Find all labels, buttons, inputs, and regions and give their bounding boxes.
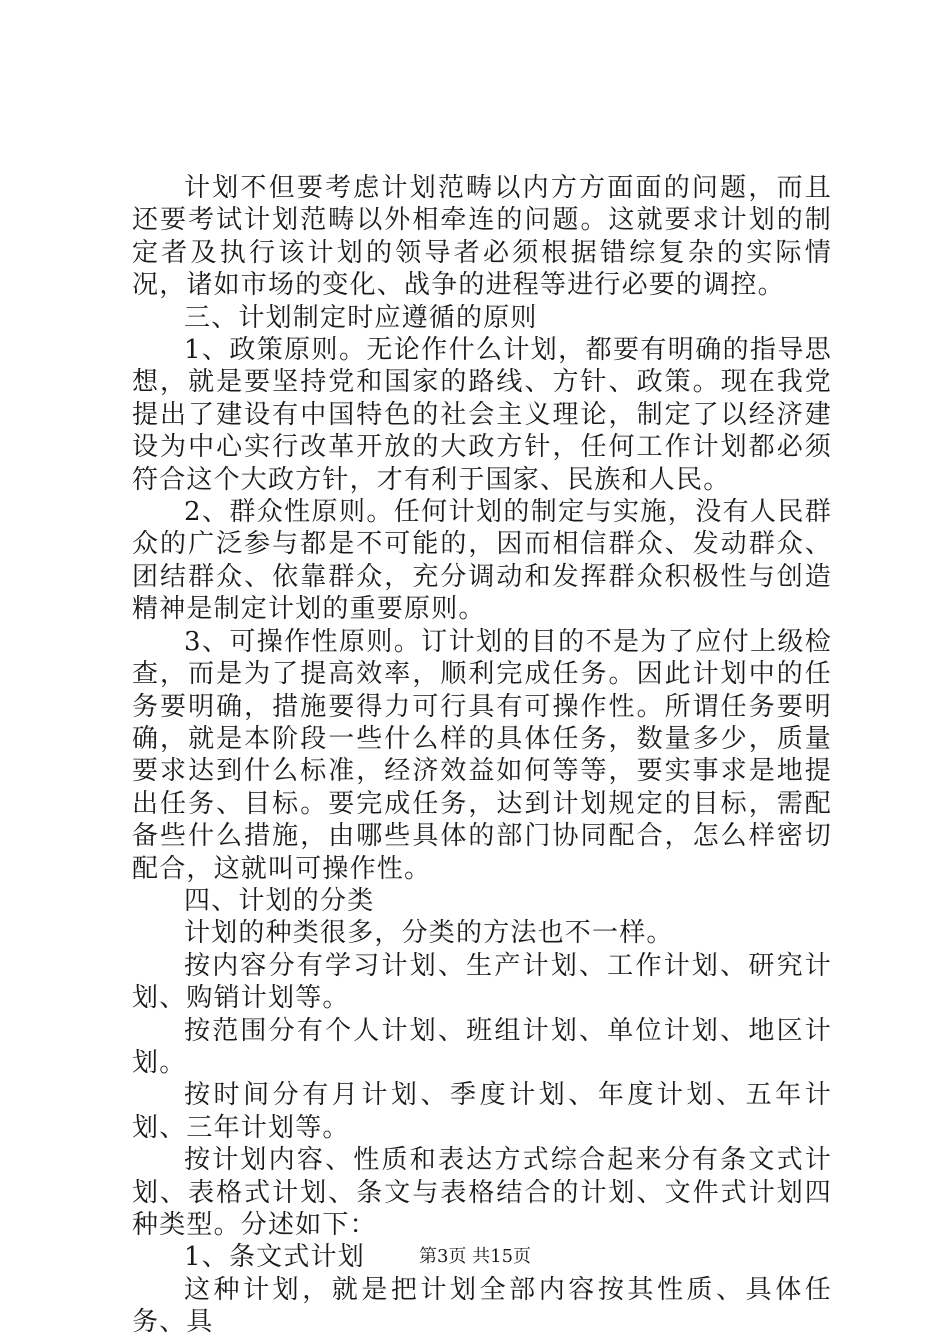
paragraph: 按内容分有学习计划、生产计划、工作计划、研究计划、购销计划等。 (132, 950, 832, 1014)
section-heading: 三、计划制定时应遵循的原则 (184, 302, 538, 333)
section-heading: 四、计划的分类 (184, 885, 375, 916)
paragraph: 2、群众性原则。任何计划的制定与实施，没有人民群众的广泛参与都是不可能的，因而相信群众、发动群众、团结群众、依靠群众，充分调动和发挥群众积极性与创造精神是制定计划的重要原则。 (132, 497, 832, 625)
paragraph: 按计划内容、性质和表达方式综合起来分有条文式计划、表格式计划、条文与表格结合的计划、文件式计划四种类型。分述如下： (132, 1145, 832, 1240)
paragraph: 计划的种类很多，分类的方法也不一样。 (184, 918, 674, 949)
paragraph: 按时间分有月计划、季度计划、年度计划、五年计划、三年计划等。 (132, 1080, 832, 1143)
paragraph: 这种计划，就是把计划全部内容按其性质、具体任务、具 (132, 1274, 832, 1338)
document-body (132, 172, 832, 1339)
paragraph: 3、可操作性原则。订计划的目的不是为了应付上级检查，而是为了提高效率，顺利完成任务。因此计划中的任务要明确，措施要得力可行具有可操作性。所谓任务要明确，就是本阶段一些什么样的具体任务，数量多少，质量要求达到什么标准，经济效益如何等等，要实事求是地提出任务、目标。要完成任务，达到计划规定的目标，需配备些什么措施，由哪些具体的部门协同配合，怎么样密切配合，这就叫可操作性。 (132, 626, 832, 884)
paragraph: 1、政策原则。无论作什么计划，都要有明确的指导思想，就是要坚持党和国家的路线、方针、政策。现在我党提出了建设有中国特色的社会主义理论，制定了以经济建设为中心实行改革开放的大政方针，任何工作计划都必须符合这个大政方针，才有利于国家、民族和人民。 (132, 335, 832, 495)
subsection-heading: 1、条文式计划 (184, 1242, 365, 1273)
paragraph: 按范围分有个人计划、班组计划、单位计划、地区计划。 (132, 1015, 832, 1078)
paragraph: 计划不但要考虑计划范畴以内方方面面的问题，而且还要考试计划范畴以外相牵连的问题。这就要求计划的制定者及执行该计划的领导者必须根据错综复杂的实际情况，诸如市场的变化、战争的进程等进行必要的调控。 (132, 173, 832, 301)
page-number-footer: 第3页 共15页 (418, 1246, 532, 1267)
